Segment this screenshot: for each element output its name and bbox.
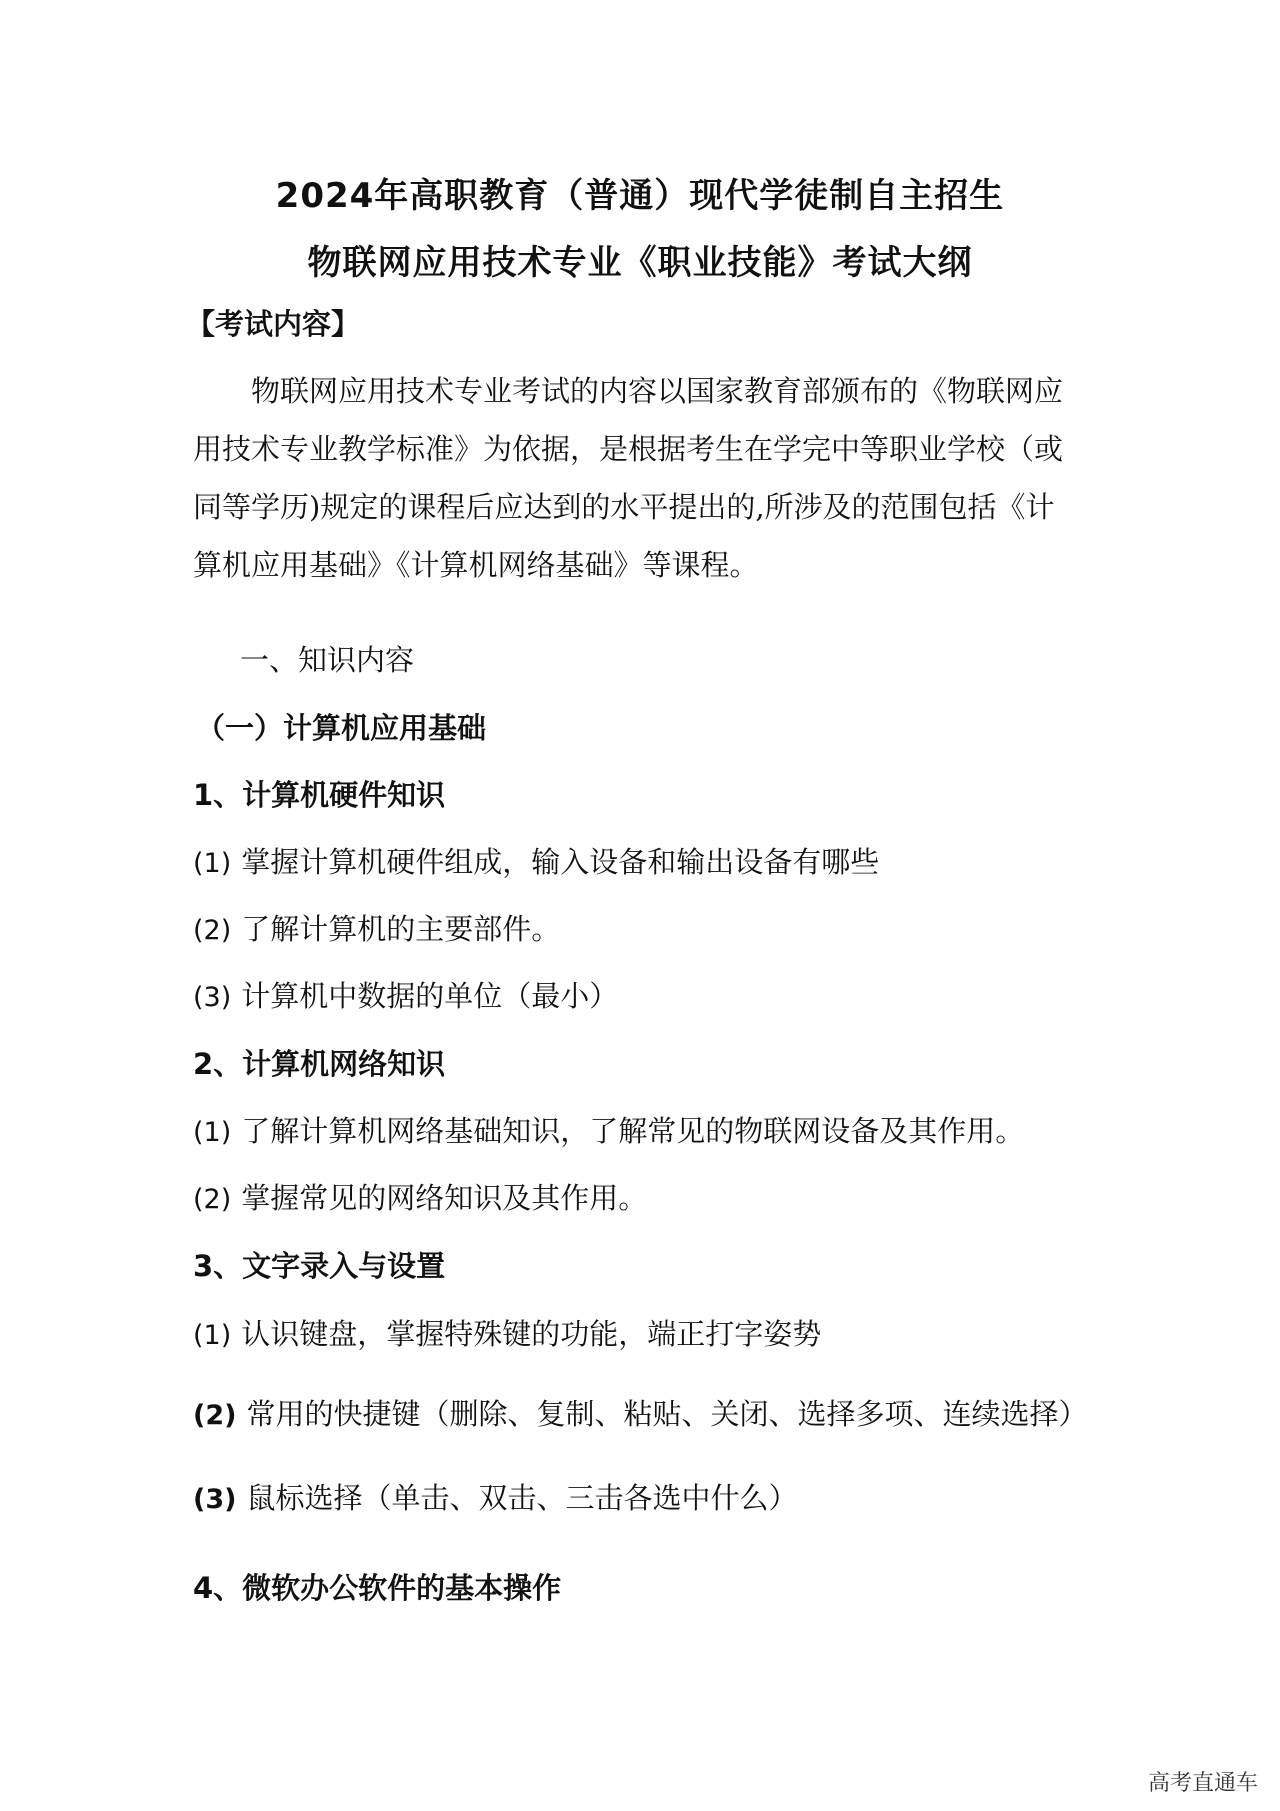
section-title-office-software: 4、微软办公软件的基本操作 xyxy=(193,1571,562,1605)
list-item-number: (1) xyxy=(193,1320,232,1351)
intro-line-3: 同等学历)规定的课程后应达到的水平提出的,所涉及的范围包括《计 xyxy=(193,490,1055,524)
section-title-hardware: 1、计算机硬件知识 xyxy=(193,778,446,812)
list-item-number: (1) xyxy=(193,1117,232,1148)
list-item-text: 了解计算机网络基础知识，了解常见的物联网设备及其作用。 xyxy=(241,1114,1025,1148)
list-item xyxy=(193,1394,1087,1436)
list-item-text: 掌握常见的网络知识及其作用。 xyxy=(241,1181,648,1215)
list-item-number: (3) xyxy=(193,1484,237,1515)
list-item xyxy=(193,1178,647,1220)
list-item-number: (1) xyxy=(193,848,232,879)
list-item-number: (2) xyxy=(193,915,232,946)
list-item-text: 掌握计算机硬件组成，输入设备和输出设备有哪些 xyxy=(241,845,880,879)
list-item xyxy=(193,909,560,951)
section-title-text-input: 3、文字录入与设置 xyxy=(193,1249,446,1283)
list-item-text: 常用的快捷键（删除、复制、粘贴、关闭、选择多项、连续选择） xyxy=(246,1397,1088,1431)
list-item xyxy=(193,1314,821,1356)
list-item xyxy=(193,1478,797,1520)
list-item xyxy=(193,842,879,884)
list-item-text: 了解计算机的主要部件。 xyxy=(241,912,561,946)
heading-knowledge-content: 一、知识内容 xyxy=(240,643,415,677)
list-item xyxy=(193,976,618,1018)
heading-computer-basics: （一）计算机应用基础 xyxy=(196,711,487,745)
document-title-line-2: 物联网应用技术专业《职业技能》考试大纲 xyxy=(307,243,973,283)
list-item-number: (2) xyxy=(193,1400,237,1431)
intro-line-1: 物联网应用技术专业考试的内容以国家教育部颁布的《物联网应 xyxy=(251,374,1064,408)
document-title-line-1: 2024年高职教育（普通）现代学徒制自主招生 xyxy=(275,176,1005,216)
watermark: 高考直通车 xyxy=(1147,1771,1258,1796)
section-label: 【考试内容】 xyxy=(186,307,361,341)
list-item-text: 认识键盘，掌握特殊键的功能，端正打字姿势 xyxy=(241,1317,822,1351)
list-item xyxy=(193,1111,1024,1153)
intro-line-2: 用技术专业教学标准》为依据，是根据考生在学完中等职业学校（或 xyxy=(193,432,1064,466)
section-title-network: 2、计算机网络知识 xyxy=(193,1047,446,1081)
list-item-number: (2) xyxy=(193,1184,232,1215)
list-item-text: 计算机中数据的单位（最小） xyxy=(241,979,619,1013)
intro-paragraph xyxy=(193,362,1093,594)
intro-line-4: 算机应用基础》《计算机网络基础》等课程。 xyxy=(193,548,759,582)
list-item-text: 鼠标选择（单击、双击、三击各选中什么） xyxy=(246,1481,798,1515)
list-item-number: (3) xyxy=(193,982,232,1013)
